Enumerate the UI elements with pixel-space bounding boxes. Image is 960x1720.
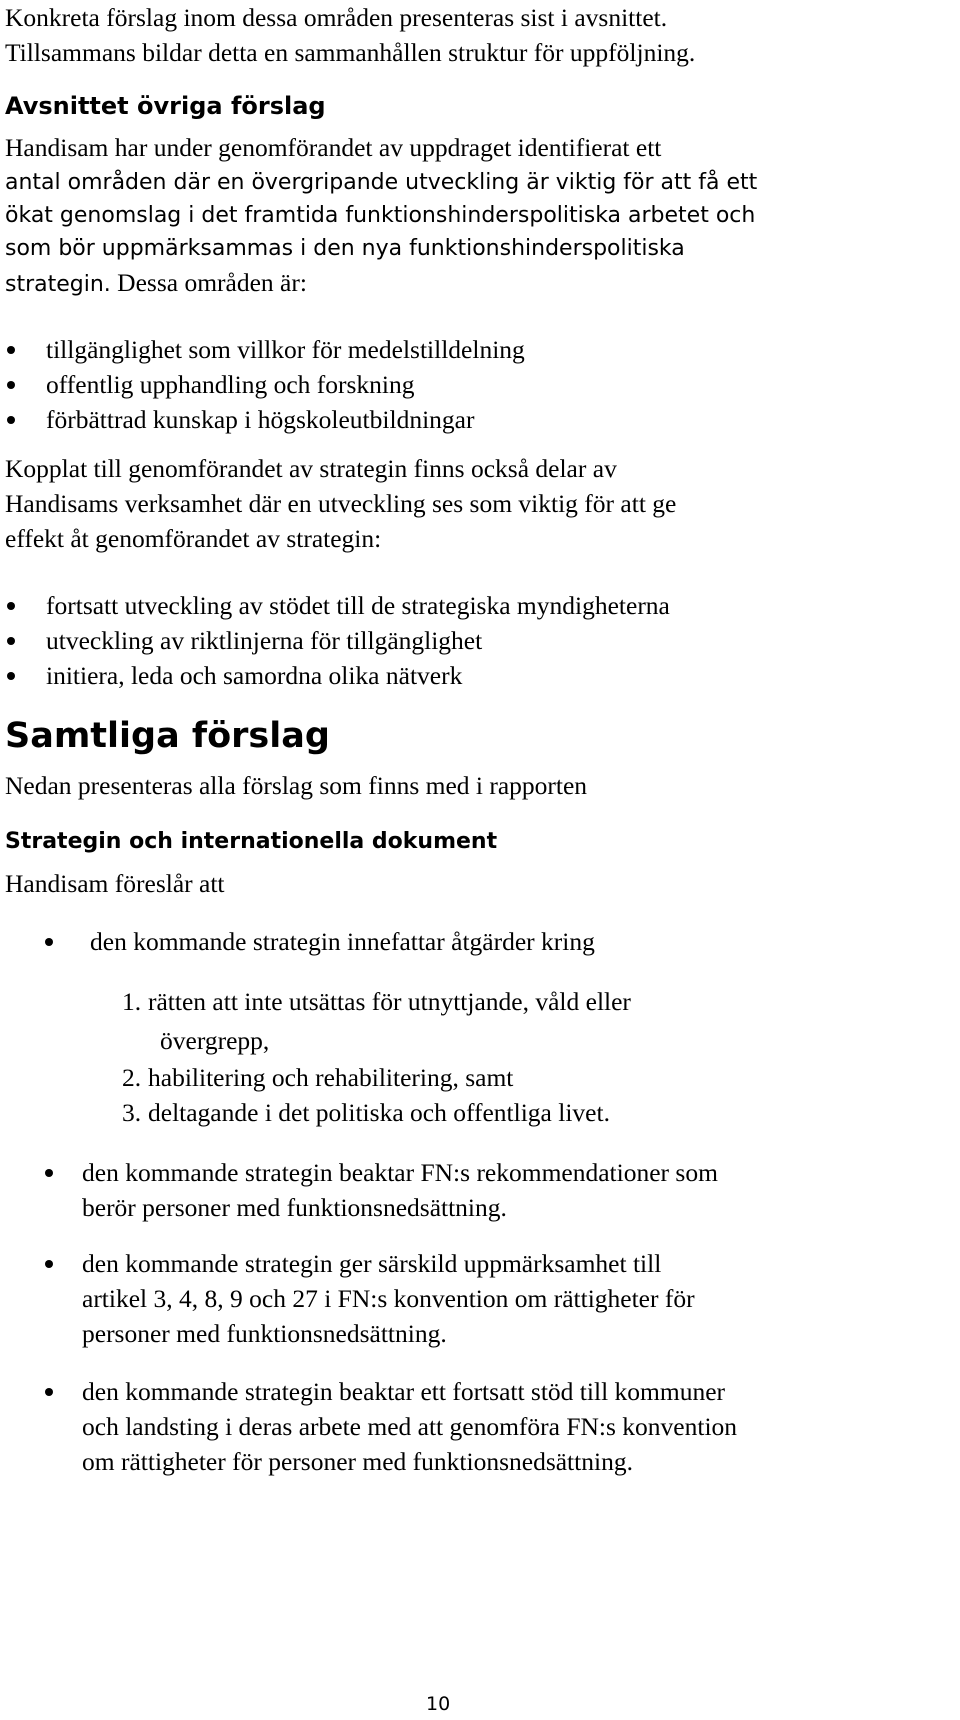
all-proposals-intro: Nedan presenteras alla förslag som finns med i rapporten — [5, 771, 588, 800]
bullet-icon — [45, 1388, 53, 1396]
para-line-4: som bör uppmärksammas i den nya funktionshinderspolitiska — [5, 236, 685, 261]
bullet-icon — [7, 381, 15, 389]
para-line-5 — [5, 265, 757, 301]
handisam-activities-paragraph — [5, 451, 676, 556]
bullet-icon — [7, 672, 15, 680]
section-heading-other-proposals: Avsnittet övriga förslag — [5, 92, 326, 120]
list-item-continuation: övergrepp, — [160, 1026, 270, 1055]
para2-line-1: Kopplat till genomförandet av strategin finns också delar av — [5, 454, 617, 483]
para2-line-2: Handisams verksamhet där en utveckling ses som viktig för att ge — [5, 489, 677, 518]
proposal-3-line-1: den kommande strategin ger särskild uppmärksamhet till — [82, 1249, 662, 1278]
list-item: initiera, leda och samordna olika nätverk — [46, 661, 463, 690]
intro-line-1: Konkreta förslag inom dessa områden presenteras sist i avsnittet. — [5, 3, 668, 32]
para-line-3: ökat genomslag i det framtida funktionshinderspolitiska arbetet och — [5, 203, 756, 228]
bullet-icon — [45, 1260, 53, 1268]
list-item: förbättrad kunskap i högskoleutbildningar — [46, 405, 475, 434]
para-line-2: antal områden där en övergripande utveckling är viktig för att få ett — [5, 170, 758, 195]
bullet-icon — [7, 416, 15, 424]
list-item: tillgänglighet som villkor för medelstilldelning — [46, 335, 525, 364]
para-line-5-end: Dessa områden är: — [110, 268, 307, 297]
proposal-2-line-2: berör personer med funktionsnedsättning. — [82, 1193, 507, 1222]
proposal-3-line-2: artikel 3, 4, 8, 9 och 27 i FN:s konvention om rättigheter för — [82, 1284, 695, 1313]
bullet-icon — [45, 1169, 53, 1177]
list-item: rätten att inte utsättas för utnyttjande, våld eller — [148, 987, 631, 1016]
proposal-4-line-2: och landsting i deras arbete med att genomföra FN:s konvention — [82, 1412, 738, 1441]
section-heading-all-proposals: Samtliga förslag — [5, 716, 330, 756]
list-number: 1. — [122, 987, 142, 1016]
proposal-item-1: den kommande strategin innefattar åtgärder kring — [90, 927, 595, 956]
proposal-2-line-1: den kommande strategin beaktar FN:s rekommendationer som — [82, 1158, 718, 1187]
list-item: deltagande i det politiska och offentliga livet. — [148, 1098, 610, 1127]
proposal-lead: Handisam föreslår att — [5, 869, 225, 898]
proposal-item-3 — [82, 1246, 695, 1351]
bullet-icon — [45, 938, 53, 946]
list-number: 3. — [122, 1098, 142, 1127]
subheading-strategy-documents: Strategin och internationella dokument — [5, 829, 498, 854]
list-item: offentlig upphandling och forskning — [46, 370, 415, 399]
intro-paragraph — [5, 0, 695, 70]
page-number: 10 — [426, 1693, 451, 1715]
list-item: habilitering och rehabilitering, samt — [148, 1063, 514, 1092]
para-line-5-start: strategin. — [5, 272, 111, 297]
other-proposals-paragraph — [5, 130, 757, 301]
proposal-4-line-1: den kommande strategin beaktar ett fortsatt stöd till kommuner — [82, 1377, 726, 1406]
bullet-icon — [7, 346, 15, 354]
para2-line-3: effekt åt genomförandet av strategin: — [5, 524, 382, 553]
intro-line-2: Tillsammans bildar detta en sammanhållen struktur för uppföljning. — [5, 38, 696, 67]
para-line-1: Handisam har under genomförandet av uppdraget identifierat ett — [5, 133, 662, 162]
list-item: fortsatt utveckling av stödet till de strategiska myndigheterna — [46, 591, 670, 620]
list-number: 2. — [122, 1063, 142, 1092]
proposal-3-line-3: personer med funktionsnedsättning. — [82, 1319, 447, 1348]
proposal-item-4 — [82, 1374, 737, 1479]
list-item: utveckling av riktlinjerna för tillgänglighet — [46, 626, 483, 655]
bullet-icon — [7, 602, 15, 610]
proposal-item-2 — [82, 1155, 718, 1225]
bullet-icon — [7, 637, 15, 645]
proposal-4-line-3: om rättigheter för personer med funktionsnedsättning. — [82, 1447, 633, 1476]
